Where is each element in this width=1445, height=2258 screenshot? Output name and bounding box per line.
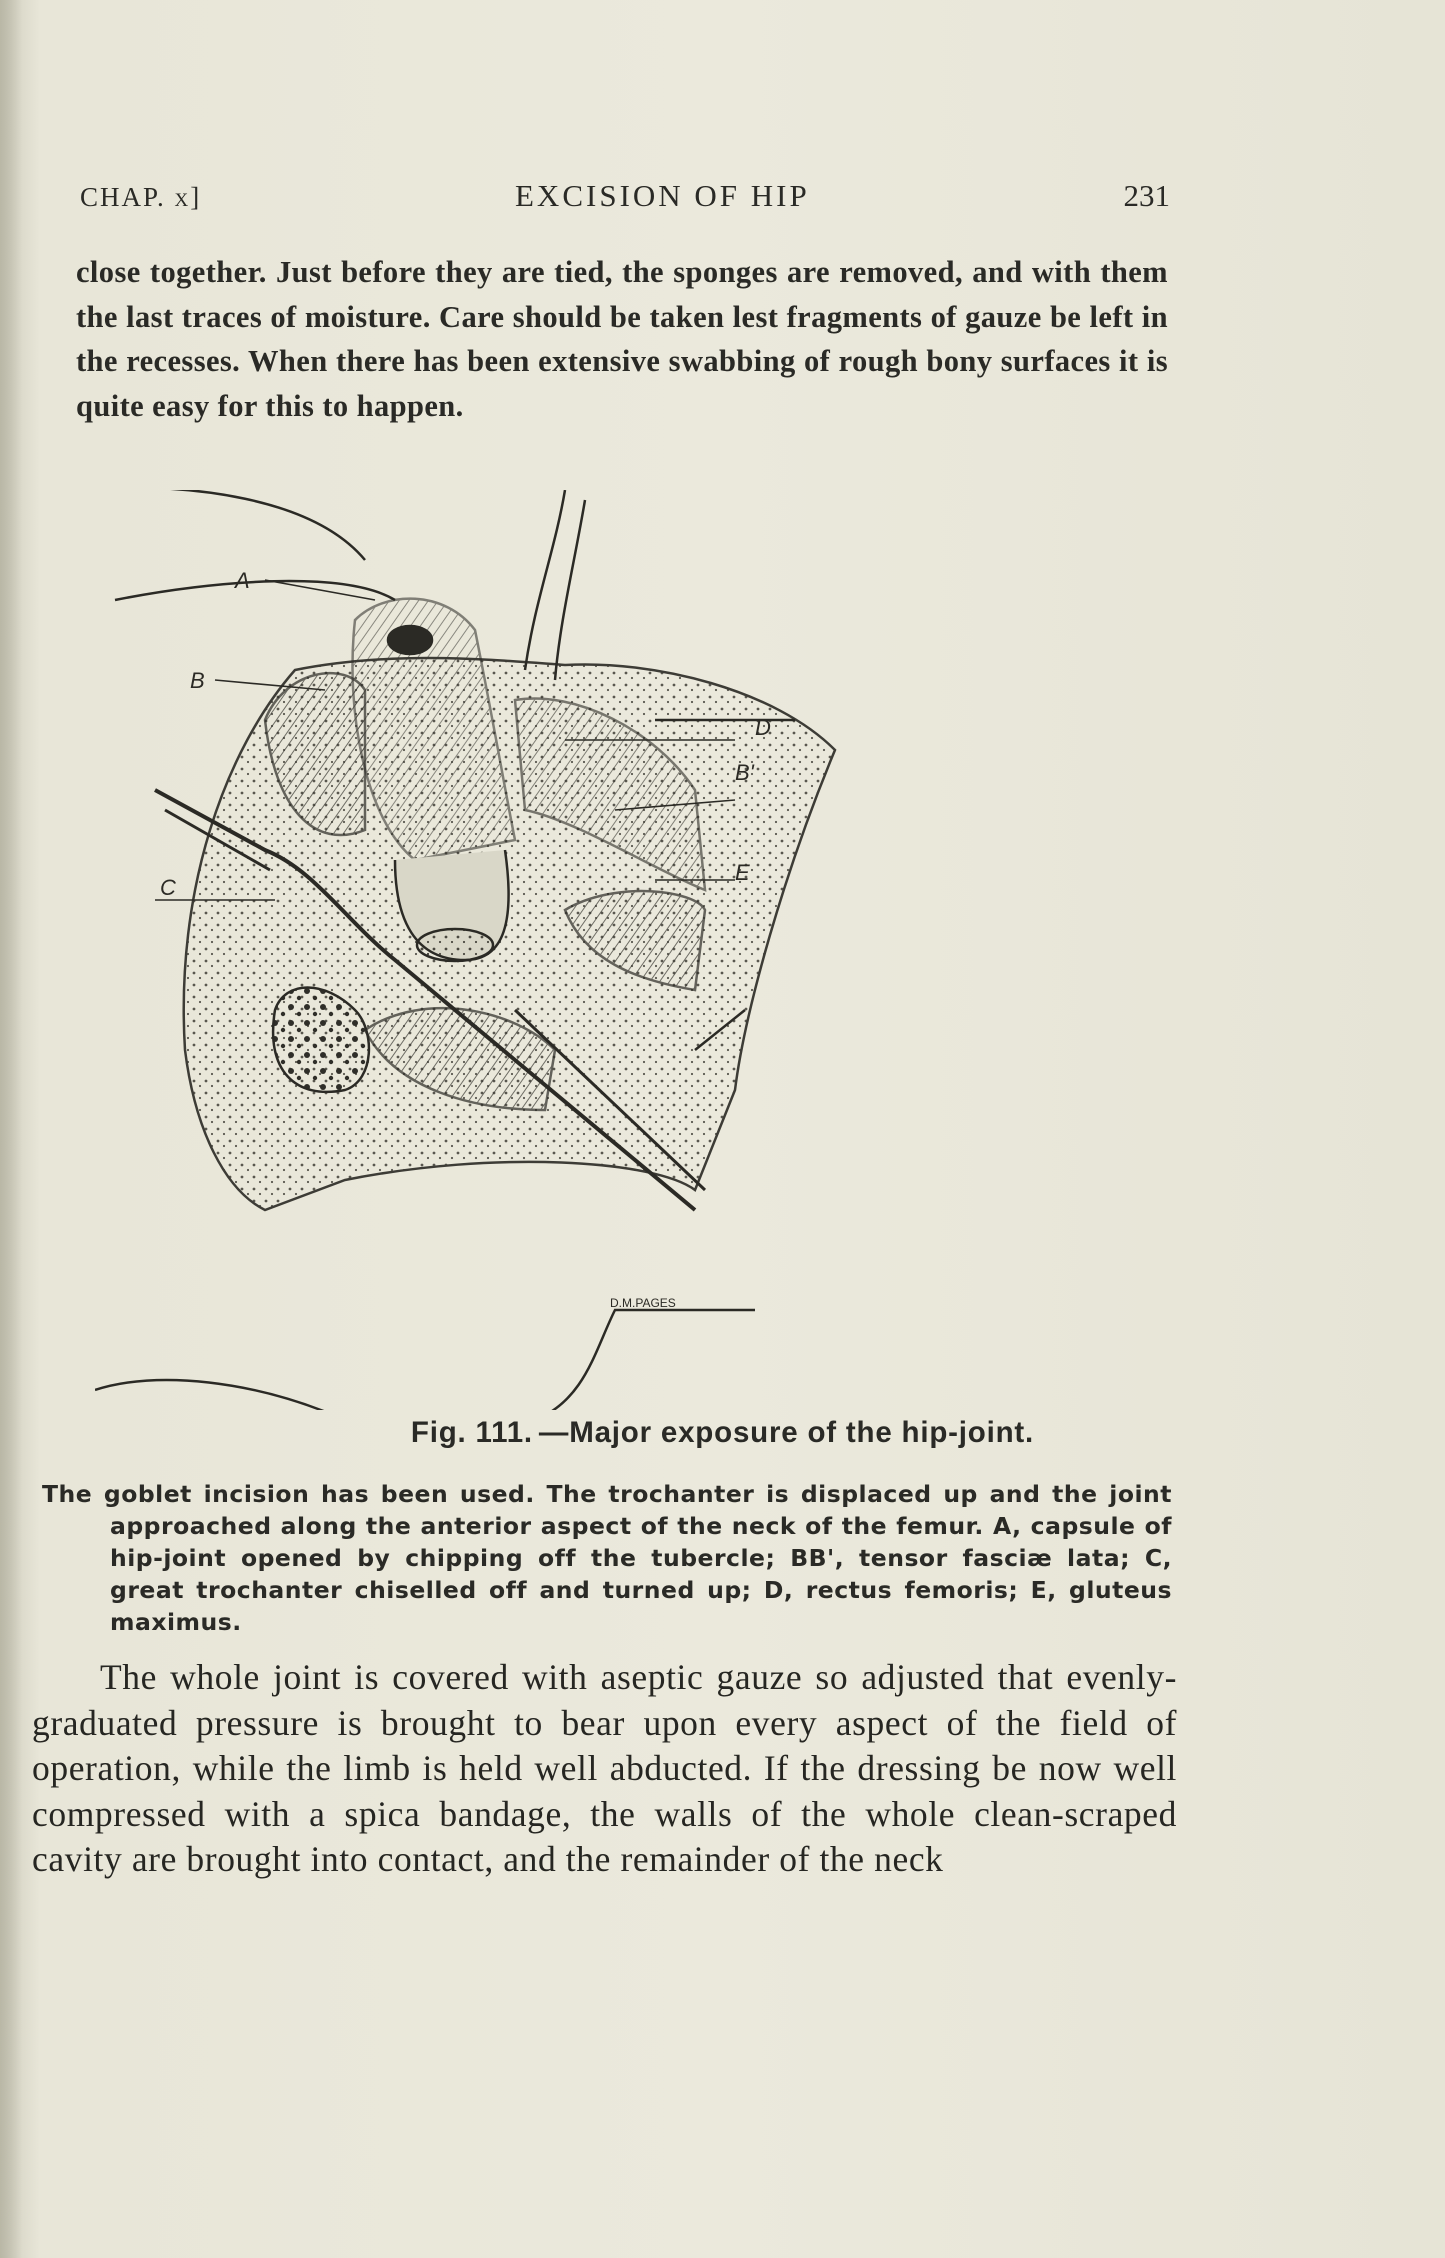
figure-number: Fig. 111. (410, 1416, 533, 1449)
label-b: B (190, 668, 205, 693)
label-a: A (235, 568, 250, 593)
paragraph-top: close together. Just before they are tied, the sponges are removed, and with them the last traces of moisture. Care should be taken lest fragments of gauze be left in the recesses. When there has been extensive swabbing of rough bony surfaces it is quite easy for this to happen. (76, 255, 1168, 423)
surgical-illustration (95, 490, 1185, 1410)
label-d: D (755, 715, 771, 740)
label-b-prime: B' (735, 760, 754, 785)
caption-rest: The trochanter is displaced up and the joint approached along the anterior aspect of the neck of the femur. A, capsule of hip-joint opened by chipping off the tubercle; BB', tensor fasciæ lata; C, great trochanter chiselled off and turned up; D, rectus femoris; E, gluteus maximus. (110, 1480, 1172, 1636)
figure-title (0, 1416, 1445, 1450)
caption-first-sentence: The goblet incision has been used. (42, 1480, 535, 1508)
label-e: E (735, 860, 750, 885)
page-number: 231 (1123, 178, 1170, 213)
running-header (80, 178, 1170, 228)
illustrator-signature: D.M.PAGES (610, 1296, 676, 1310)
gutter-shadow (0, 0, 22, 2258)
figure-caption (42, 1478, 1172, 1638)
figure-title-text: —Major exposure of the hip-joint. (538, 1416, 1035, 1449)
paragraph-bottom: The whole joint is covered with aseptic gauze so adjusted that evenly-graduated pressure is brought to bear upon every aspect of the field of operation, while the limb is held well abducted. If the dressing be now well compressed with a spica bandage, the walls of the whole clean-scraped cavity are brought into contact, and the remainder of the neck (32, 1657, 1177, 1879)
chapter-label: CHAP. x] (80, 182, 202, 212)
running-title: EXCISION OF HIP (515, 178, 810, 213)
label-c: C (160, 875, 176, 900)
hip-joint-drawing (95, 490, 1185, 1410)
